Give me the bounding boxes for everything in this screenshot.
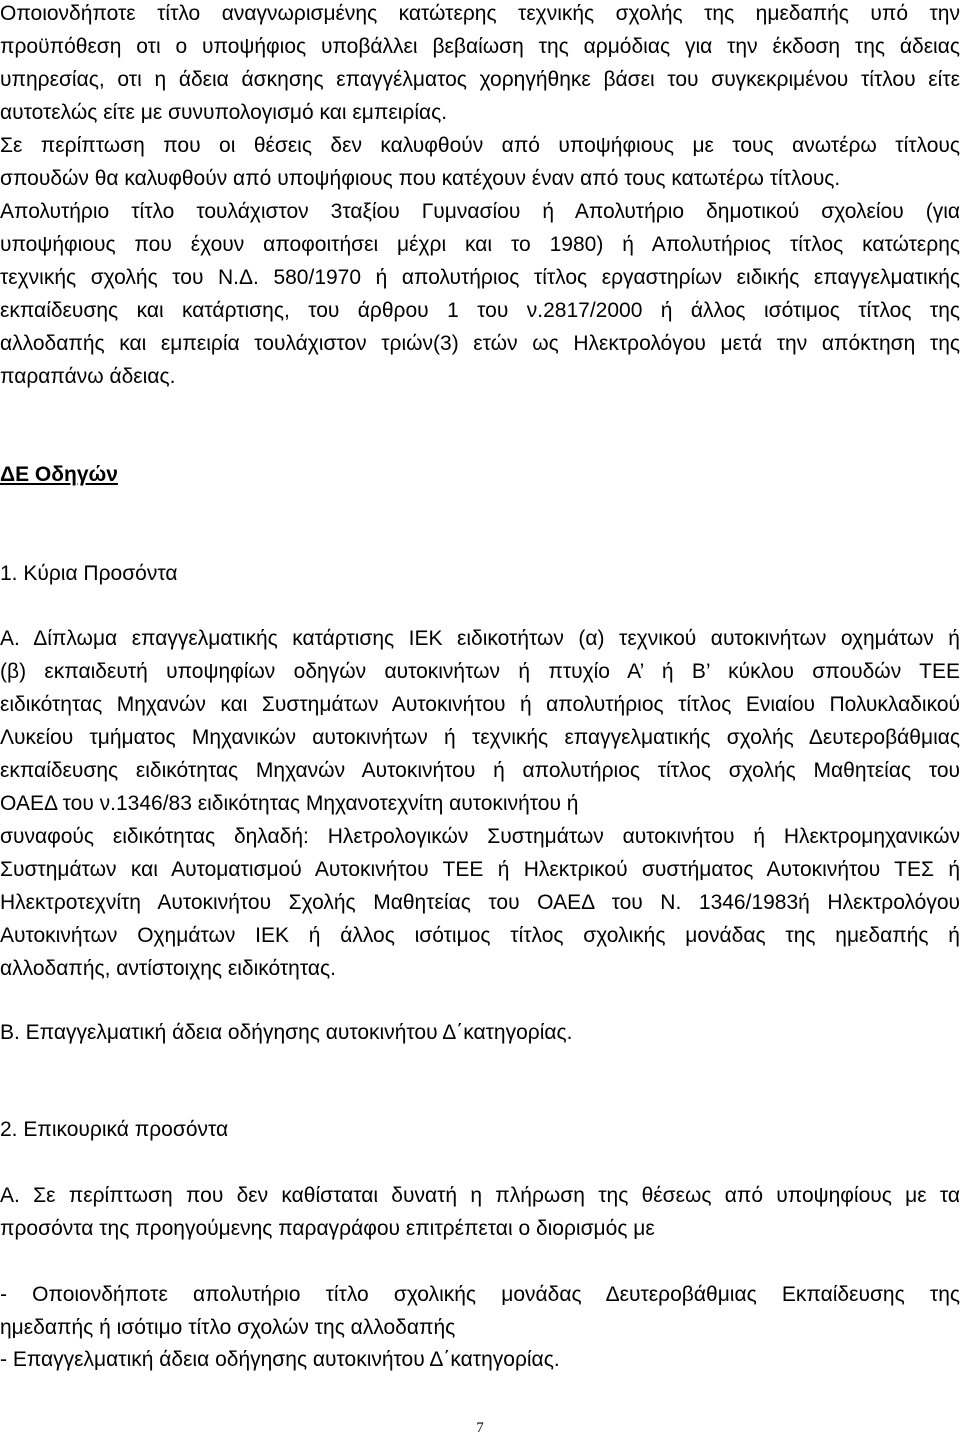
bullet-line: - Οποιονδήποτε απολυτήριο τίτλο σχολικής μονάδας Δευτεροβάθμιας Εκπαίδευσης της: [0, 1283, 960, 1306]
paragraph-line: Α. Δίπλωμα επαγγελματικής κατάρτισης ΙΕΚ ειδικοτήτων (α) τεχνικού αυτοκινήτων οχημάτων ή: [0, 627, 960, 650]
paragraph-line: ΟΑΕΔ του ν.1346/83 ειδικότητας Μηχανοτεχνίτη αυτοκινήτου ή: [0, 792, 579, 815]
paragraph-line: αλλοδαπής και εμπειρία τουλάχιστον τριών(3) ετών ως Ηλεκτρολόγου μετά την απόκτηση της: [0, 332, 960, 355]
paragraph-line: υπηρεσίας, οτι η άδεια άσκησης επαγγέλματος χορηγήθηκε βάσει του συγκεκριμένου τίτλου είτε: [0, 68, 960, 91]
paragraph-line: αλλοδαπής, αντίστοιχης ειδικότητας.: [0, 957, 336, 980]
paragraph-line: υποψήφιους που έχουν αποφοιτήσει μέχρι και το 1980) ή Απολυτήριος τίτλος κατώτερης: [0, 233, 960, 256]
paragraph-line: Λυκείου τμήματος Μηχανικών αυτοκινήτων ή τεχνικής επαγγελματικής σχολής Δευτεροβάθμιας: [0, 726, 960, 749]
list-item-b: Β. Επαγγελματική άδεια οδήγησης αυτοκινήτου Δ΄κατηγορίας.: [0, 1021, 573, 1044]
paragraph-line: Σε περίπτωση που οι θέσεις δεν καλυφθούν από υποψήφιους με τους ανωτέρω τίτλους: [0, 134, 960, 157]
subsection-title: 2. Επικουρικά προσόντα: [0, 1118, 229, 1141]
paragraph-line: Ηλεκτροτεχνίτη Αυτοκινήτου Σχολής Μαθητείας του ΟΑΕΔ του Ν. 1346/1983ή Ηλεκτρολόγου: [0, 891, 960, 914]
paragraph-line: συναφούς ειδικότητας δηλαδή: Ηλετρολογικών Συστημάτων αυτοκινήτου ή Ηλεκτρομηχανικών: [0, 825, 960, 848]
paragraph-line: αυτοτελώς είτε με συνυπολογισμό και εμπειρίας.: [0, 101, 448, 124]
section-heading: ΔΕ Οδηγών: [0, 463, 118, 486]
paragraph-line: τεχνικής σχολής του Ν.Δ. 580/1970 ή απολυτήριος τίτλος εργαστηρίων ειδικής επαγγελματικής: [0, 266, 960, 289]
paragraph-line: Οποιονδήποτε τίτλο αναγνωρισμένης κατώτερης τεχνικής σχολής της ημεδαπής υπό την: [0, 2, 960, 25]
subsection-title: 1. Κύρια Προσόντα: [0, 562, 178, 585]
paragraph-line: σπουδών θα καλυφθούν από υποψήφιους που κατέχουν έναν από τους κατωτέρω τίτλους.: [0, 167, 841, 190]
paragraph-line: παραπάνω άδειας.: [0, 365, 176, 388]
bullet-line: - Επαγγελματική άδεια οδήγησης αυτοκινήτου Δ΄κατηγορίας.: [0, 1348, 560, 1371]
paragraph-line: εκπαίδευσης και κατάρτισης, του άρθρου 1 του ν.2817/2000 ή άλλος ισότιμος τίτλος της: [0, 299, 960, 322]
page-number: 7: [476, 1420, 484, 1436]
paragraph-line: Α. Σε περίπτωση που δεν καθίσταται δυνατή η πλήρωση της θέσεως από υποψηφίους με τα: [0, 1184, 960, 1207]
bullet-line: ημεδαπής ή ισότιμο τίτλο σχολών της αλλοδαπής: [0, 1316, 456, 1339]
paragraph-line: ειδικότητας Μηχανών και Συστημάτων Αυτοκινήτου ή απολυτήριος τίτλος Ενιαίου Πολυκλαδικού: [0, 693, 960, 716]
paragraph-line: Απολυτήριο τίτλο τουλάχιστον 3ταξίου Γυμνασίου ή Απολυτήριο δημοτικού σχολείου (για: [0, 200, 960, 223]
paragraph-line: (β) εκπαιδευτή υποψηφίων οδηγών αυτοκινήτων ή πτυχίο Α’ ή Β’ κύκλου σπουδών ΤΕΕ: [0, 660, 960, 683]
paragraph-line: Αυτοκινήτων Οχημάτων ΙΕΚ ή άλλος ισότιμος τίτλος σχολικής μονάδας της ημεδαπής ή: [0, 924, 960, 947]
paragraph-line: Συστημάτων και Αυτοματισμού Αυτοκινήτου ΤΕΕ ή Ηλεκτρικού συστήματος Αυτοκινήτου ΤΕΣ ή: [0, 858, 960, 881]
paragraph-line: εκπαίδευσης ειδικότητας Μηχανών Αυτοκινήτου ή απολυτήριος τίτλος σχολής Μαθητείας του: [0, 759, 960, 782]
paragraph-line: προϋπόθεση οτι ο υποψήφιος υποβάλλει βεβαίωση της αρμόδιας για την έκδοση της άδειας: [0, 35, 960, 58]
paragraph-line: προσόντα της προηγούμενης παραγράφου επιτρέπεται ο διορισμός με: [0, 1217, 655, 1240]
